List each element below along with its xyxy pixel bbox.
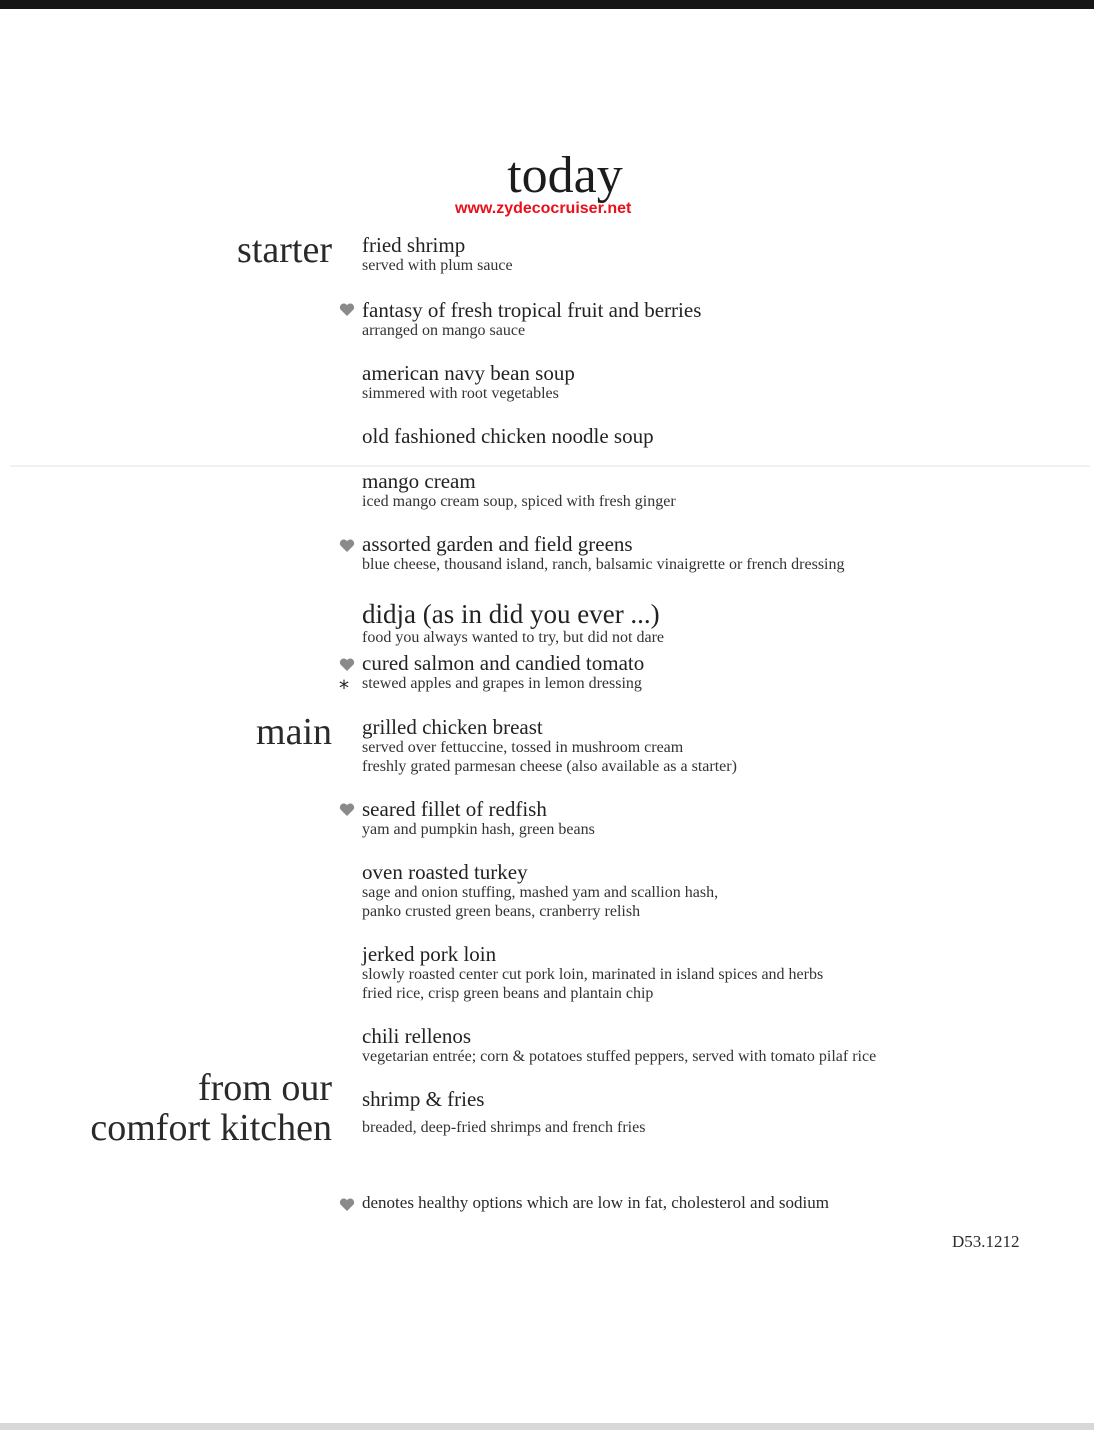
item-name: oven roasted turkey	[362, 860, 528, 884]
item-name: jerked pork loin	[362, 942, 497, 966]
menu-item	[362, 652, 1062, 693]
menu-item-didja	[362, 600, 1062, 647]
top-border	[0, 0, 1094, 9]
item-desc: slowly roasted center cut pork loin, marinated in island spices and herbs	[362, 966, 824, 983]
section-main: main	[256, 711, 332, 753]
item-name: fried shrimp	[362, 233, 466, 257]
menu-item	[362, 533, 1062, 574]
item-name: cured salmon and candied tomato	[362, 651, 645, 675]
menu-item	[362, 1088, 1062, 1137]
item-desc: stewed apples and grapes in lemon dressing	[362, 675, 642, 692]
section-comfort-line1: from our	[197, 1067, 332, 1109]
bottom-border	[0, 1423, 1094, 1430]
item-desc: freshly grated parmesan cheese (also available as a starter)	[362, 758, 737, 775]
item-name: chili rellenos	[362, 1024, 472, 1048]
healthy-footnote: denotes healthy options which are low in fat, cholesterol and sodium	[362, 1193, 829, 1212]
heart-icon	[339, 803, 355, 817]
page-title: today	[507, 147, 623, 204]
item-desc: served over fettuccine, tossed in mushroom cream	[362, 739, 684, 756]
item-name: grilled chicken breast	[362, 715, 543, 739]
menu-item	[362, 299, 1062, 340]
item-name: didja (as in did you ever ...)	[362, 599, 660, 629]
item-desc: fried rice, crisp green beans and plantain chip	[362, 985, 654, 1002]
item-desc: iced mango cream soup, spiced with fresh ginger	[362, 493, 676, 510]
item-desc: vegetarian entrée; corn & potatoes stuffed peppers, served with tomato pilaf rice	[362, 1048, 877, 1065]
heart-icon	[339, 303, 355, 317]
item-name: american navy bean soup	[362, 361, 575, 385]
menu-item	[362, 470, 1062, 511]
item-name: mango cream	[362, 469, 476, 493]
item-desc: sage and onion stuffing, mashed yam and scallion hash,	[362, 884, 719, 901]
menu-item	[362, 943, 1062, 1003]
section-comfort-line2: comfort kitchen	[90, 1107, 332, 1149]
item-desc: served with plum sauce	[362, 257, 513, 274]
menu-item	[362, 425, 1062, 447]
menu-item	[362, 1025, 1062, 1066]
item-desc: breaded, deep-fried shrimps and french fries	[362, 1119, 646, 1136]
heart-icon	[339, 1198, 355, 1212]
menu-code: D53.1212	[952, 1232, 1020, 1251]
item-desc: simmered with root vegetables	[362, 385, 559, 402]
item-desc: blue cheese, thousand island, ranch, balsamic vinaigrette or french dressing	[362, 556, 845, 573]
section-starter: starter	[237, 229, 332, 271]
menu-item	[362, 861, 1062, 921]
menu-item	[362, 716, 1062, 776]
item-desc: arranged on mango sauce	[362, 322, 526, 339]
scan-line	[10, 465, 1090, 467]
menu-item	[362, 234, 1062, 275]
item-desc: panko crusted green beans, cranberry relish	[362, 903, 641, 920]
menu-item	[362, 362, 1062, 403]
item-desc: food you always wanted to try, but did not dare	[362, 629, 665, 646]
item-name: shrimp & fries	[362, 1087, 485, 1111]
menu-item	[362, 798, 1062, 839]
item-name: assorted garden and field greens	[362, 532, 633, 556]
asterisk-icon: *	[339, 676, 349, 700]
heart-icon	[339, 539, 355, 553]
item-name: fantasy of fresh tropical fruit and berries	[362, 298, 702, 322]
watermark: www.zydecocruiser.net	[455, 200, 632, 217]
item-name: old fashioned chicken noodle soup	[362, 424, 654, 448]
item-desc: yam and pumpkin hash, green beans	[362, 821, 595, 838]
heart-icon	[339, 658, 355, 672]
item-name: seared fillet of redfish	[362, 797, 547, 821]
